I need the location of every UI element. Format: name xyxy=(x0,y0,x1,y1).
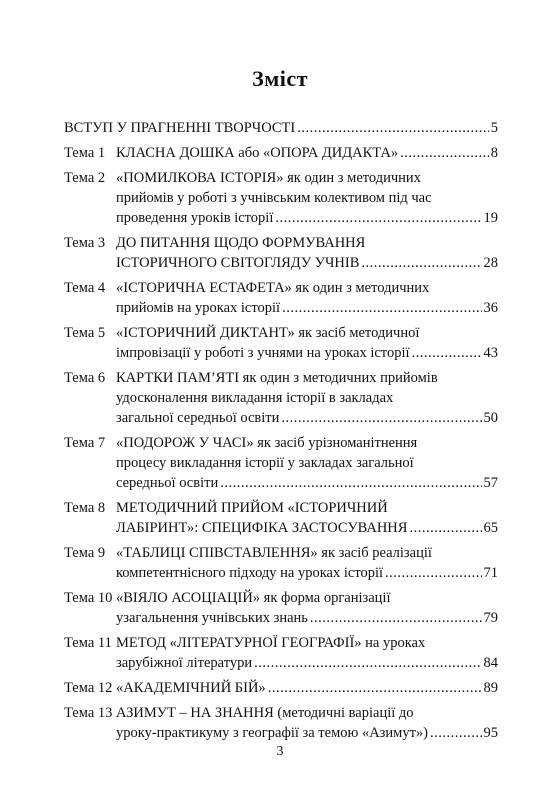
dot-leader xyxy=(268,678,482,698)
toc-page-number: 95 xyxy=(483,725,498,741)
toc-entry-text: ВСТУП У ПРАГНЕННІ ТВОРЧОСТІ xyxy=(64,120,296,136)
toc-entry-label: Тема 9 xyxy=(64,545,106,561)
toc-entry-text: проведення уроків історії xyxy=(116,210,274,226)
toc-entry-text: «АКАДЕМІЧНИЙ БІЙ» xyxy=(116,680,266,696)
toc-entry-topic-7[interactable] xyxy=(64,433,498,493)
toc-entry-label: Тема 6 xyxy=(64,370,106,386)
toc-entry-topic-12[interactable] xyxy=(64,678,498,698)
toc-entry-intro[interactable] xyxy=(64,118,498,138)
toc-entry-label: Тема 12 xyxy=(64,680,113,696)
toc-entry-text: узагальнення учнівських знань xyxy=(116,610,308,626)
toc-page-number: 43 xyxy=(483,345,498,361)
toc-entry-text: МЕТОД «ЛІТЕРАТУРНОЇ ГЕОГРАФІЇ» на уроках xyxy=(116,635,426,651)
toc-entry-text: КАРТКИ ПАМ’ЯТІ як один з методичних прийомів xyxy=(116,370,438,386)
toc-entry-topic-6[interactable] xyxy=(64,368,498,428)
toc-entry-text: ДО ПИТАННЯ ЩОДО ФОРМУВАННЯ xyxy=(116,235,366,251)
toc-entry-label: Тема 4 xyxy=(64,280,106,296)
toc-page-number: 5 xyxy=(490,120,498,136)
table-of-contents xyxy=(64,118,498,748)
dot-leader xyxy=(275,208,481,228)
toc-entry-text: ІСТОРИЧНОГО СВІТОГЛЯДУ УЧНІВ xyxy=(116,255,360,271)
toc-entry-topic-11[interactable] xyxy=(64,633,498,673)
dot-leader xyxy=(220,473,481,493)
toc-entry-topic-2[interactable] xyxy=(64,168,498,228)
toc-entry-text: «ПОДОРОЖ У ЧАСІ» як засіб урізноманітнення xyxy=(116,435,418,451)
toc-entry-label: Тема 1 xyxy=(64,145,106,161)
toc-entry-label: Тема 8 xyxy=(64,500,106,516)
toc-page-number: 8 xyxy=(490,145,498,161)
toc-entry-text: «ПОМИЛКОВА ІСТОРІЯ» як один з методичних xyxy=(116,170,421,186)
toc-page-number: 89 xyxy=(483,680,498,696)
toc-entry-topic-4[interactable] xyxy=(64,278,498,318)
toc-entry-text: «ВІЯЛО АСОЦІАЦІЙ» як форма організації xyxy=(116,590,391,606)
toc-page-number: 28 xyxy=(483,255,498,271)
toc-entry-label: Тема 10 xyxy=(64,590,113,606)
toc-entry-label: Тема 5 xyxy=(64,325,106,341)
toc-page-number: 57 xyxy=(483,475,498,491)
toc-entry-text: уроку-практикуму з географії за темою «Азимут») xyxy=(116,725,429,741)
toc-entry-topic-9[interactable] xyxy=(64,543,498,583)
dot-leader xyxy=(254,653,481,673)
toc-entry-label: Тема 3 xyxy=(64,235,106,251)
toc-entry-label: Тема 2 xyxy=(64,170,106,186)
toc-page-number: 84 xyxy=(483,655,498,671)
dot-leader xyxy=(430,723,481,743)
toc-page-number: 36 xyxy=(483,300,498,316)
toc-entry-text: АЗИМУТ – НА ЗНАННЯ (методичні варіації до xyxy=(116,705,414,721)
dot-leader xyxy=(310,608,482,628)
toc-entry-topic-3[interactable] xyxy=(64,233,498,273)
toc-entry-text: зарубіжної літератури xyxy=(116,655,253,671)
toc-entry-text: КЛАСНА ДОШКА або «ОПОРА ДИДАКТА» xyxy=(116,145,399,161)
toc-entry-label: Тема 13 xyxy=(64,705,113,721)
toc-entry-topic-1[interactable] xyxy=(64,143,498,163)
dot-leader xyxy=(281,408,481,428)
toc-entry-text: компетентнісного підходу на уроках історії xyxy=(116,565,384,581)
toc-page-number: 79 xyxy=(483,610,498,626)
dot-leader xyxy=(282,298,481,318)
toc-entry-label: Тема 7 xyxy=(64,435,106,451)
toc-page-number: 50 xyxy=(483,410,498,426)
toc-page-number: 19 xyxy=(483,210,498,226)
toc-entry-topic-10[interactable] xyxy=(64,588,498,628)
toc-page-number: 71 xyxy=(483,565,498,581)
toc-entry-topic-13[interactable] xyxy=(64,703,498,743)
toc-entry-text: МЕТОДИЧНИЙ ПРИЙОМ «ІСТОРИЧНИЙ xyxy=(116,500,388,516)
toc-entry-text: прийомів на уроках історії xyxy=(116,300,281,316)
toc-entry-topic-5[interactable] xyxy=(64,323,498,363)
dot-leader xyxy=(385,563,481,583)
toc-page-number: 65 xyxy=(483,520,498,536)
toc-entry-text: процесу викладання історії у закладах загальної xyxy=(116,455,414,471)
toc-entry-text: «ІСТОРИЧНА ЕСТАФЕТА» як один з методичних xyxy=(116,280,430,296)
toc-entry-text: ЛАБІРИНТ»: СПЕЦИФІКА ЗАСТОСУВАННЯ xyxy=(116,520,408,536)
toc-entry-text: «ТАБЛИЦІ СПІВСТАВЛЕННЯ» як засіб реалізації xyxy=(116,545,432,561)
page-number: 3 xyxy=(276,744,284,759)
dot-leader xyxy=(409,518,481,538)
toc-entry-text: загальної середньої освіти xyxy=(116,410,280,426)
dot-leader xyxy=(412,343,482,363)
dot-leader xyxy=(400,143,489,163)
toc-entry-text: «ІСТОРИЧНИЙ ДИКТАНТ» як засіб методичної xyxy=(116,325,420,341)
toc-entry-text: удосконалення викладання історії в закладах xyxy=(116,390,394,406)
toc-entry-label: Тема 11 xyxy=(64,635,112,651)
dot-leader xyxy=(361,253,481,273)
toc-entry-text: прийомів у роботі з учнівським колективом під час xyxy=(116,190,432,206)
dot-leader xyxy=(297,118,489,138)
toc-entry-text: імпровізації у роботі з учнями на уроках історії xyxy=(116,345,410,361)
page-title: Зміст xyxy=(252,66,308,91)
toc-entry-topic-8[interactable] xyxy=(64,498,498,538)
toc-entry-text: середньої освіти xyxy=(116,475,219,491)
